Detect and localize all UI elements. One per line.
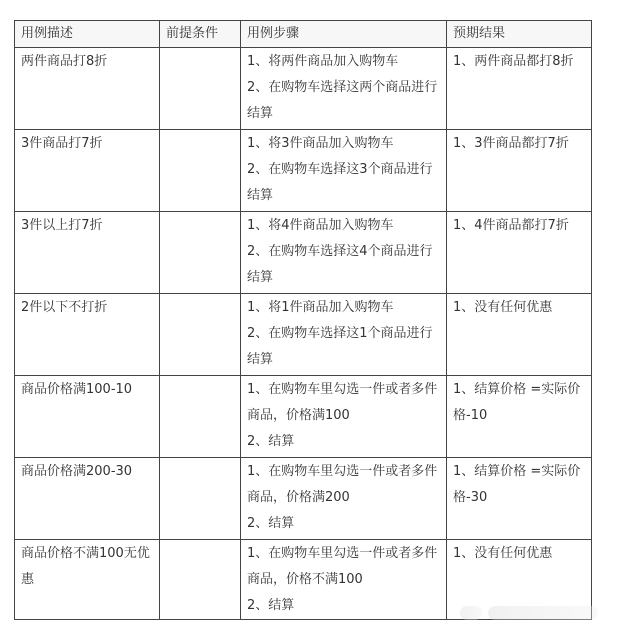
table-row <box>15 376 592 458</box>
cell-description: 2件以下不打折 <box>15 294 160 376</box>
step-line: 2、在购物车选择这两个商品进行结算 <box>247 80 438 121</box>
step-line: 2、结算 <box>247 598 295 613</box>
cell-precondition <box>160 376 241 458</box>
cell-description: 商品价格不满100无优惠 <box>15 540 160 620</box>
step-line: 2、在购物车选择这3个商品进行结算 <box>247 162 433 203</box>
step-line: 2、在购物车选择这4个商品进行结算 <box>247 244 433 285</box>
step-line: 1、在购物车里勾选一件或者多件商品，价格满200 <box>247 464 438 505</box>
step-line: 1、将1件商品加入购物车 <box>247 300 394 315</box>
cell-expected: 1、结算价格 =实际价格-30 <box>447 458 592 540</box>
step-line: 2、结算 <box>247 434 295 449</box>
table-row <box>15 130 592 212</box>
cell-steps <box>241 130 447 212</box>
header-description: 用例描述 <box>15 21 160 48</box>
table-row <box>15 458 592 540</box>
cell-expected: 1、结算价格 =实际价格-10 <box>447 376 592 458</box>
cell-precondition <box>160 48 241 130</box>
cell-precondition <box>160 540 241 620</box>
step-line: 1、在购物车里勾选一件或者多件商品，价格不满100 <box>247 546 438 587</box>
step-line: 1、将3件商品加入购物车 <box>247 136 394 151</box>
cell-precondition <box>160 294 241 376</box>
table-row <box>15 48 592 130</box>
cell-precondition <box>160 458 241 540</box>
table-row <box>15 212 592 294</box>
watermark-blur <box>488 606 598 620</box>
cell-description: 3件以上打7折 <box>15 212 160 294</box>
watermark-logo-icon <box>460 606 482 620</box>
table-row <box>15 294 592 376</box>
header-expected: 预期结果 <box>447 21 592 48</box>
cell-steps <box>241 540 447 620</box>
cell-steps <box>241 458 447 540</box>
cell-expected: 1、没有任何优惠 <box>447 540 592 620</box>
cell-precondition <box>160 212 241 294</box>
cell-description: 商品价格满100-10 <box>15 376 160 458</box>
cell-expected: 1、两件商品都打8折 <box>447 48 592 130</box>
step-line: 2、结算 <box>247 516 295 531</box>
step-line: 1、将两件商品加入购物车 <box>247 54 399 69</box>
cell-description: 3件商品打7折 <box>15 130 160 212</box>
cell-expected: 1、没有任何优惠 <box>447 294 592 376</box>
table-header-row <box>15 21 592 48</box>
header-precondition: 前提条件 <box>160 21 241 48</box>
cell-expected: 1、3件商品都打7折 <box>447 130 592 212</box>
test-case-table <box>14 20 592 620</box>
header-steps: 用例步骤 <box>241 21 447 48</box>
cell-description: 两件商品打8折 <box>15 48 160 130</box>
cell-steps <box>241 294 447 376</box>
step-line: 2、在购物车选择这1个商品进行结算 <box>247 326 433 367</box>
cell-steps <box>241 376 447 458</box>
step-line: 1、将4件商品加入购物车 <box>247 218 394 233</box>
cell-steps <box>241 48 447 130</box>
cell-description: 商品价格满200-30 <box>15 458 160 540</box>
step-line: 1、在购物车里勾选一件或者多件商品，价格满100 <box>247 382 438 423</box>
cell-precondition <box>160 130 241 212</box>
cell-steps <box>241 212 447 294</box>
cell-expected: 1、4件商品都打7折 <box>447 212 592 294</box>
blurred-watermark <box>460 601 610 625</box>
